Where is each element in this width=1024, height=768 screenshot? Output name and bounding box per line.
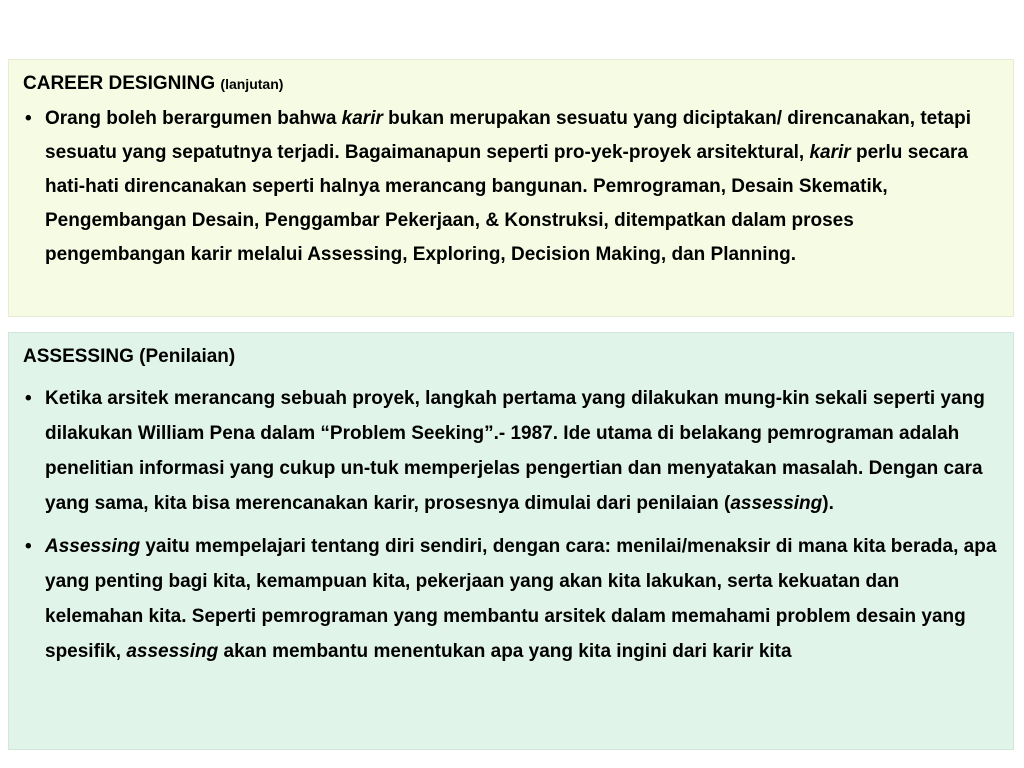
bullet-text-italic: karir [809, 142, 851, 163]
bullet-text-italic: Assessing [45, 536, 141, 557]
panel-title-text: CAREER DESIGNING [23, 73, 216, 94]
assessing-panel [8, 332, 1014, 750]
bullet-item [23, 381, 997, 521]
bullet-text-italic: assessing [126, 641, 219, 662]
panel-title [23, 72, 997, 96]
bullet-dot: • [25, 388, 32, 409]
panel-title [23, 345, 997, 369]
panel-title-subtitle: (lanjutan) [220, 76, 284, 92]
bullet-text-part: perlu secara hati-hati direncanakan seperti halnya merancang bangunan. Pemrograman, Desain Skematik, Pengembangan Desain, Penggambar Pekerjaan, & Konstruksi, ditempatkan dalam proses pengembangan karir melalui Assessing, Exploring, Decision Making, dan Planning. [45, 142, 968, 265]
bullet-item [23, 529, 997, 669]
bullet-item [23, 102, 997, 272]
bullet-text-italic: assessing [730, 493, 823, 514]
bullet-dot: • [25, 536, 32, 557]
bullet-text-part: ). [822, 493, 834, 514]
bullet-text-part: akan membantu menentukan apa yang kita ingini dari karir kita [218, 641, 792, 662]
bullet-text-part: Ketika arsitek merancang sebuah proyek, langkah pertama yang dilakukan mung-kin sekali seperti yang dilakukan William Pena dalam “Problem Seeking”.- 1987. Ide utama di belakang pemrograman adalah penelitian informasi yang cukup un-tuk memperjelas pengertian dan menyatakan masalah. Dengan cara yang sama, kita bisa merencanakan karir, prosesnya dimulai dari penilaian ( [45, 388, 985, 514]
bullet-list [23, 102, 997, 272]
bullet-text-part: Orang boleh berargumen bahwa [45, 108, 342, 129]
bullet-dot: • [25, 108, 32, 129]
career-designing-panel [8, 59, 1014, 317]
bullet-list [23, 381, 997, 669]
bullet-text-part: yaitu mempelajari tentang diri sendiri, dengan cara: menilai/menaksir di mana kita berada, apa yang penting bagi kita, kemampuan kita, pekerjaan yang akan kita lakukan, serta kekuatan dan kelemahan kita. Seperti pemrograman yang membantu arsitek dalam memahami problem desain yang spesifik, [45, 536, 997, 662]
bullet-text-italic: karir [341, 108, 383, 129]
panel-title-text: ASSESSING (Penilaian) [23, 346, 236, 367]
bullet-text-part: bukan merupakan sesuatu yang diciptakan/ direncanakan, tetapi sesuatu yang sepatutnya terjadi. Bagaimanapun seperti pro-yek-proyek arsitektural, [45, 108, 972, 163]
